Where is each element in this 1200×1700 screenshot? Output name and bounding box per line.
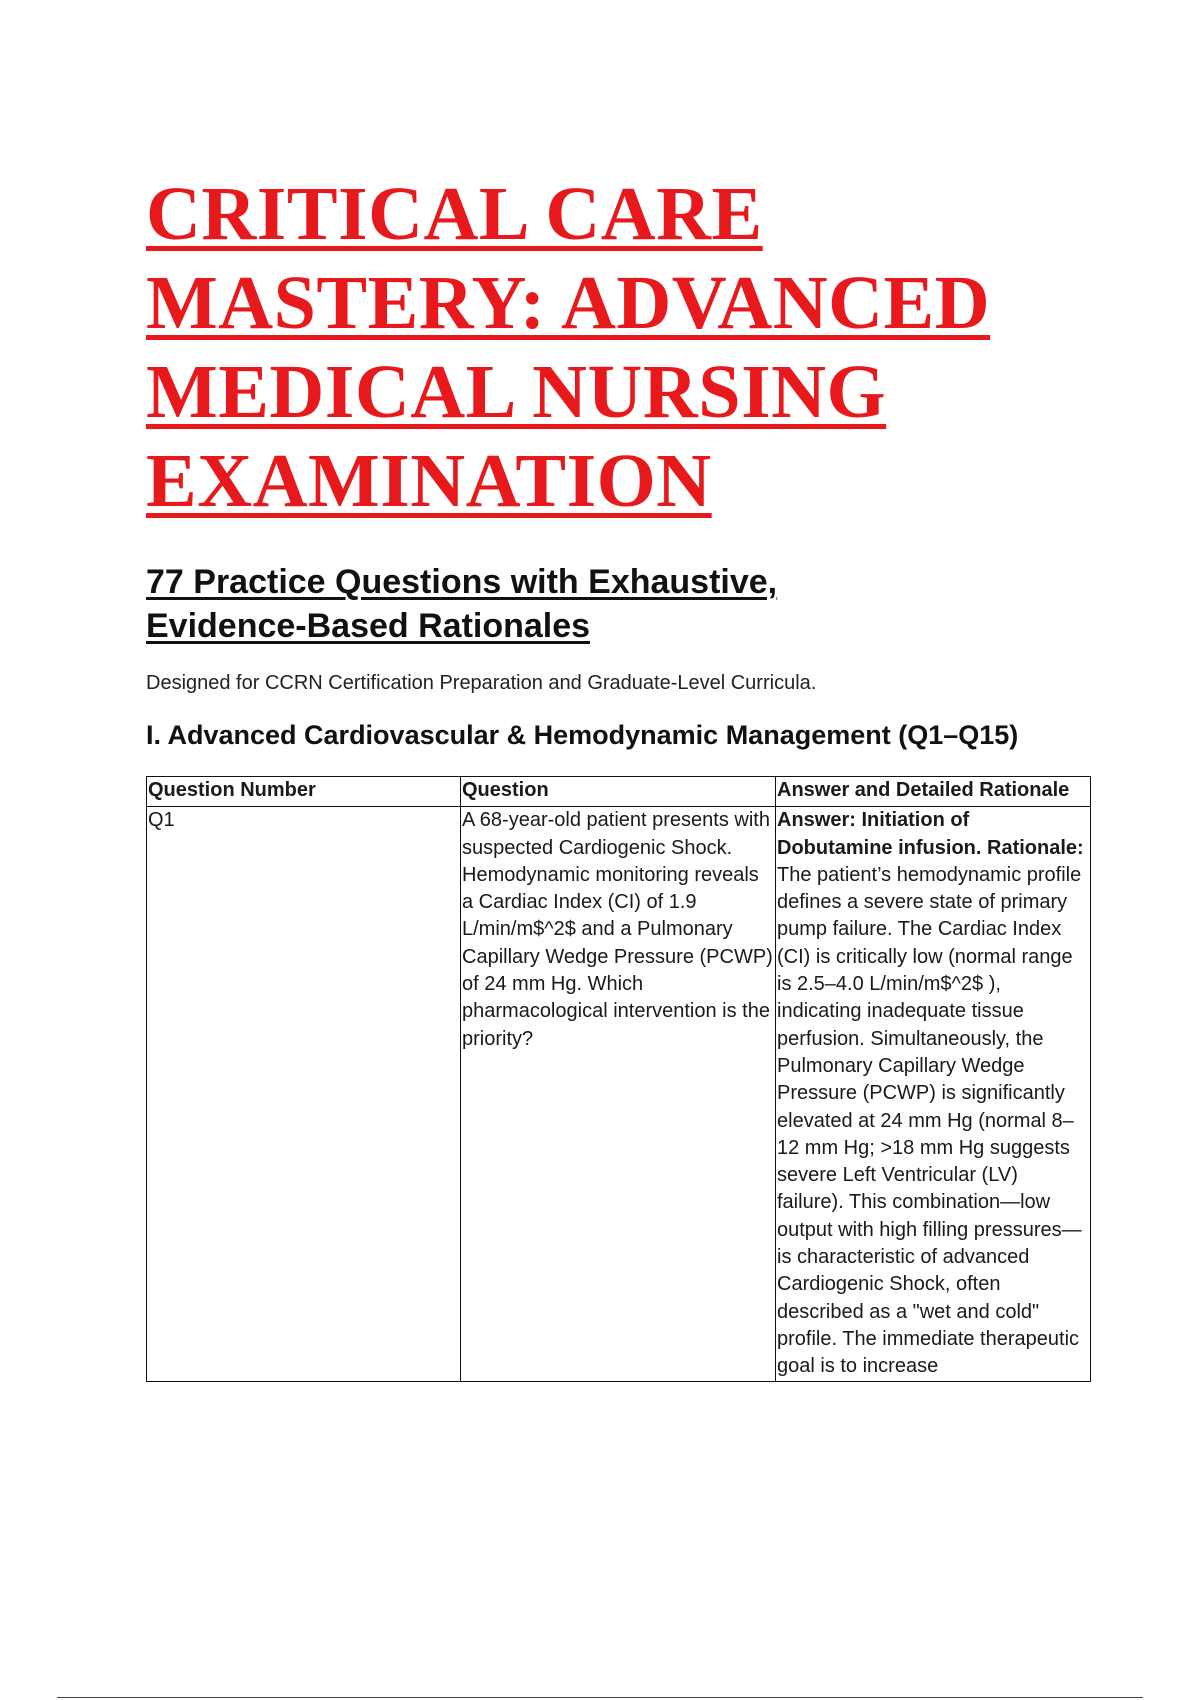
rationale-label: Rationale: <box>987 836 1084 859</box>
table-row <box>147 807 1091 1381</box>
title-line: CRITICAL CARE <box>146 172 763 256</box>
answer-label: Answer: Initiation of Dobutamine infusion. <box>777 809 982 859</box>
subtitle-line: Evidence-Based Rationales <box>146 607 591 645</box>
document-subtitle <box>146 560 866 648</box>
title-line: MASTERY: ADVANCED <box>146 261 991 345</box>
question-cell: A 68-year-old patient presents with suspected Cardiogenic Shock. Hemodynamic monitoring reveals a Cardiac Index (CI) of 1.9 L/min/m$^2$ and a Pulmonary Capillary Wedge Pressure (PCWP) of 24 mm Hg. Which pharmacological intervention is the priority? <box>461 807 776 1381</box>
subtitle-line: 77 Practice Questions with Exhaustive, <box>146 563 778 601</box>
title-line: EXAMINATION <box>146 439 712 523</box>
column-header-question: Question <box>461 777 776 807</box>
document-title <box>146 170 1096 526</box>
footer-divider <box>57 1697 1143 1698</box>
column-header-question-number: Question Number <box>147 777 461 807</box>
question-number-cell: Q1 <box>147 807 461 1381</box>
table-header-row <box>147 777 1091 807</box>
document-page <box>146 170 1096 1382</box>
questions-table <box>146 776 1091 1382</box>
title-line: MEDICAL NURSING <box>146 350 887 434</box>
rationale-text: The patient’s hemodynamic profile defines a severe state of primary pump failure. The Cardiac Index (CI) is critically low (normal range is 2.5–4.0 L/min/m$^2$ ), indicating inadequate tissue perfusion. Simultaneously, the Pulmonary Capillary Wedge Pressure (PCWP) is significantly elevated at 24 mm Hg (normal 8–12 mm Hg; >18 mm Hg suggests severe Left Ventricular (LV) failure). This combination—low output with high filling pressures—is characteristic of advanced Cardiogenic Shock, often described as a "wet and cold" profile. The immediate therapeutic goal is to increase <box>777 863 1082 1378</box>
answer-rationale-cell <box>776 807 1091 1381</box>
section-heading: I. Advanced Cardiovascular & Hemodynamic Management (Q1–Q15) <box>146 720 1019 750</box>
column-header-answer-rationale: Answer and Detailed Rationale <box>776 777 1091 807</box>
document-description: Designed for CCRN Certification Preparation and Graduate-Level Curricula. <box>146 672 817 694</box>
